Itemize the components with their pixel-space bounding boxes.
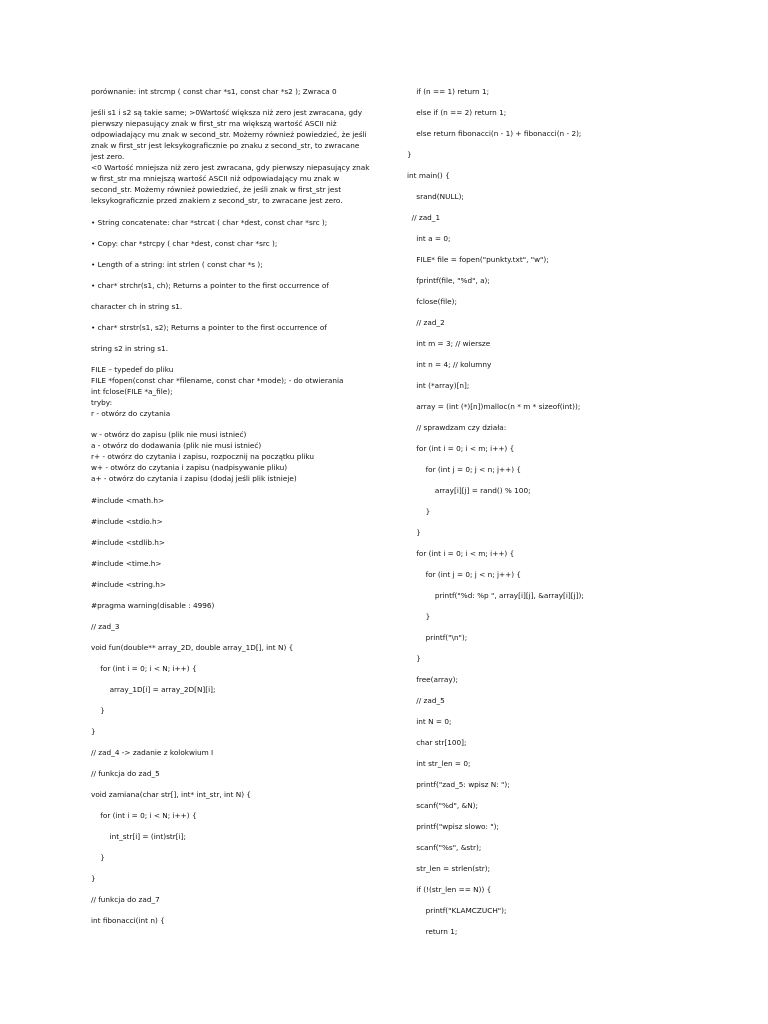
- right-column-line: for (int i = 0; i < m; i++) {: [407, 549, 515, 558]
- left-column-line: #include <time.h>: [91, 559, 162, 568]
- right-column-line: for (int i = 0; i < m; i++) {: [407, 444, 515, 453]
- right-column-line: // zad_1: [407, 213, 441, 222]
- left-column-line: jeśli s1 i s2 są takie same; >0Wartość większa niż zero jest zwracana, gdy pierwszy niepasujący znak w first_str ma większą wartość ASCII niż odpowiadający mu znak w second_str. Możemy również powiedzieć, że jeśli znak w first_str jest leksykograficznie po znaku z second_str, to zwracane jest zero. <0 Wartość mniejsza niż zero jest zwracana, gdy pierwszy niepasujący znak w first_str ma mniejszą wartość ASCII niż odpowiadający mu znak w second_str. Możemy również powiedzieć, że jeśli znak w first_str jest leksykograficznie przed znakiem z second_str, to zwracane jest zero.: [91, 108, 370, 205]
- right-column-line: printf("\n");: [407, 633, 468, 642]
- right-column-line: int n = 4; // kolumny: [407, 360, 492, 369]
- left-column-line: #include <stdlib.h>: [91, 538, 166, 547]
- left-column-line: • Length of a string: int strlen ( const char *s );: [91, 260, 263, 269]
- left-column-line: • Copy: char *strcpy ( char *dest, const char *src );: [91, 239, 278, 248]
- left-column-line: • char* strchr(s1, ch); Returns a pointer to the first occurrence of: [91, 281, 329, 290]
- right-column-line: scanf("%d", &N);: [407, 801, 478, 810]
- right-column-line: fprintf(file, "%d", a);: [407, 276, 490, 285]
- right-column-line: }: [407, 612, 431, 621]
- left-column-line: w - otwórz do zapisu (plik nie musi istnieć) a - otwórz do dodawania (plik nie musi istnieć) r+ - otwórz do czytania i zapisu, rozpocznij na początku pliku w+ - otwórz do czytania i zapisu (nadpisywanie pliku) a+ - otwórz do czytania i zapisu (dodaj jeśli plik istnieje): [91, 430, 315, 483]
- left-column-line: void fun(double** array_2D, double array_1D[], int N) {: [91, 643, 294, 652]
- left-column-line: for (int i = 0; i < N; i++) {: [91, 664, 197, 673]
- right-column-line: else return fibonacci(n - 1) + fibonacci(n - 2);: [407, 129, 582, 138]
- right-column-line: int N = 0;: [407, 717, 452, 726]
- left-column-line: #include <stdio.h>: [91, 517, 163, 526]
- right-column-line: int m = 3; // wiersze: [407, 339, 491, 348]
- right-column-line: free(array);: [407, 675, 458, 684]
- left-column-line: // funkcja do zad_5: [91, 769, 160, 778]
- right-column-line: printf("zad_5: wpisz N: ");: [407, 780, 510, 789]
- right-column-line: }: [407, 528, 421, 537]
- right-column-line: if (!(str_len == N)) {: [407, 885, 492, 894]
- right-column-line: }: [407, 654, 421, 663]
- left-column-line: int fibonacci(int n) {: [91, 916, 165, 925]
- right-column-line: }: [407, 150, 412, 159]
- right-column-line: int str_len = 0;: [407, 759, 471, 768]
- right-column-line: printf("%d: %p ", array[i][j], &array[i][j]);: [407, 591, 584, 600]
- left-column-line: #include <math.h>: [91, 496, 165, 505]
- left-column-line: #include <string.h>: [91, 580, 166, 589]
- right-column-line: for (int j = 0; j < n; j++) {: [407, 465, 522, 474]
- right-column-line: printf("wpisz slowo: ");: [407, 822, 499, 831]
- left-column-line: // zad_4 -> zadanie z kolokwium I: [91, 748, 214, 757]
- right-column-line: int (*array)[n];: [407, 381, 470, 390]
- right-column-line: printf("KLAMCZUCH");: [407, 906, 507, 915]
- left-column-line: • char* strstr(s1, s2); Returns a pointer to the first occurrence of: [91, 323, 327, 332]
- right-column-line: if (n == 1) return 1;: [407, 87, 490, 96]
- left-column-line: // zad_3: [91, 622, 120, 631]
- left-column-line: }: [91, 727, 96, 736]
- right-column-line: // sprawdzam czy działa:: [407, 423, 507, 432]
- left-column-line: }: [91, 853, 105, 862]
- right-column-line: int main() {: [407, 171, 450, 180]
- right-column-line: // zad_5: [407, 696, 445, 705]
- left-column-line: // funkcja do zad_7: [91, 895, 160, 904]
- left-column-line: }: [91, 874, 96, 883]
- right-column-line: char str[100];: [407, 738, 467, 747]
- left-column-line: string s2 in string s1.: [91, 344, 169, 353]
- left-column-line: int_str[i] = (int)str[i];: [91, 832, 186, 841]
- right-column-line: fclose(file);: [407, 297, 457, 306]
- right-column-line: }: [407, 507, 431, 516]
- right-column-line: int a = 0;: [407, 234, 451, 243]
- left-column-line: FILE – typedef do pliku FILE *fopen(const char *filename, const char *mode); - do otwierania int fclose(FILE *a_file); tryby: r - otwórz do czytania: [91, 365, 344, 418]
- left-column-line: void zamiana(char str[], int* int_str, int N) {: [91, 790, 252, 799]
- right-column-line: array = (int (*)[n])malloc(n * m * sizeof(int));: [407, 402, 581, 411]
- left-column-line: }: [91, 706, 105, 715]
- left-column-line: character ch in string s1.: [91, 302, 183, 311]
- left-column-line: porównanie: int strcmp ( const char *s1, const char *s2 ); Zwraca 0: [91, 87, 337, 96]
- right-column-line: else if (n == 2) return 1;: [407, 108, 507, 117]
- right-column-line: FILE* file = fopen("punkty.txt", "w");: [407, 255, 549, 264]
- right-column-line: // zad_2: [407, 318, 445, 327]
- right-column-line: scanf("%s", &str);: [407, 843, 482, 852]
- right-column-line: srand(NULL);: [407, 192, 464, 201]
- right-column-line: array[i][j] = rand() % 100;: [407, 486, 531, 495]
- left-column-line: #pragma warning(disable : 4996): [91, 601, 215, 610]
- right-column-line: str_len = strlen(str);: [407, 864, 491, 873]
- right-column-line: for (int j = 0; j < n; j++) {: [407, 570, 522, 579]
- left-column-line: • String concatenate: char *strcat ( char *dest, const char *src );: [91, 218, 328, 227]
- left-column-line: array_1D[i] = array_2D[N][i];: [91, 685, 216, 694]
- left-column-line: for (int i = 0; i < N; i++) {: [91, 811, 197, 820]
- right-column-line: return 1;: [407, 927, 458, 936]
